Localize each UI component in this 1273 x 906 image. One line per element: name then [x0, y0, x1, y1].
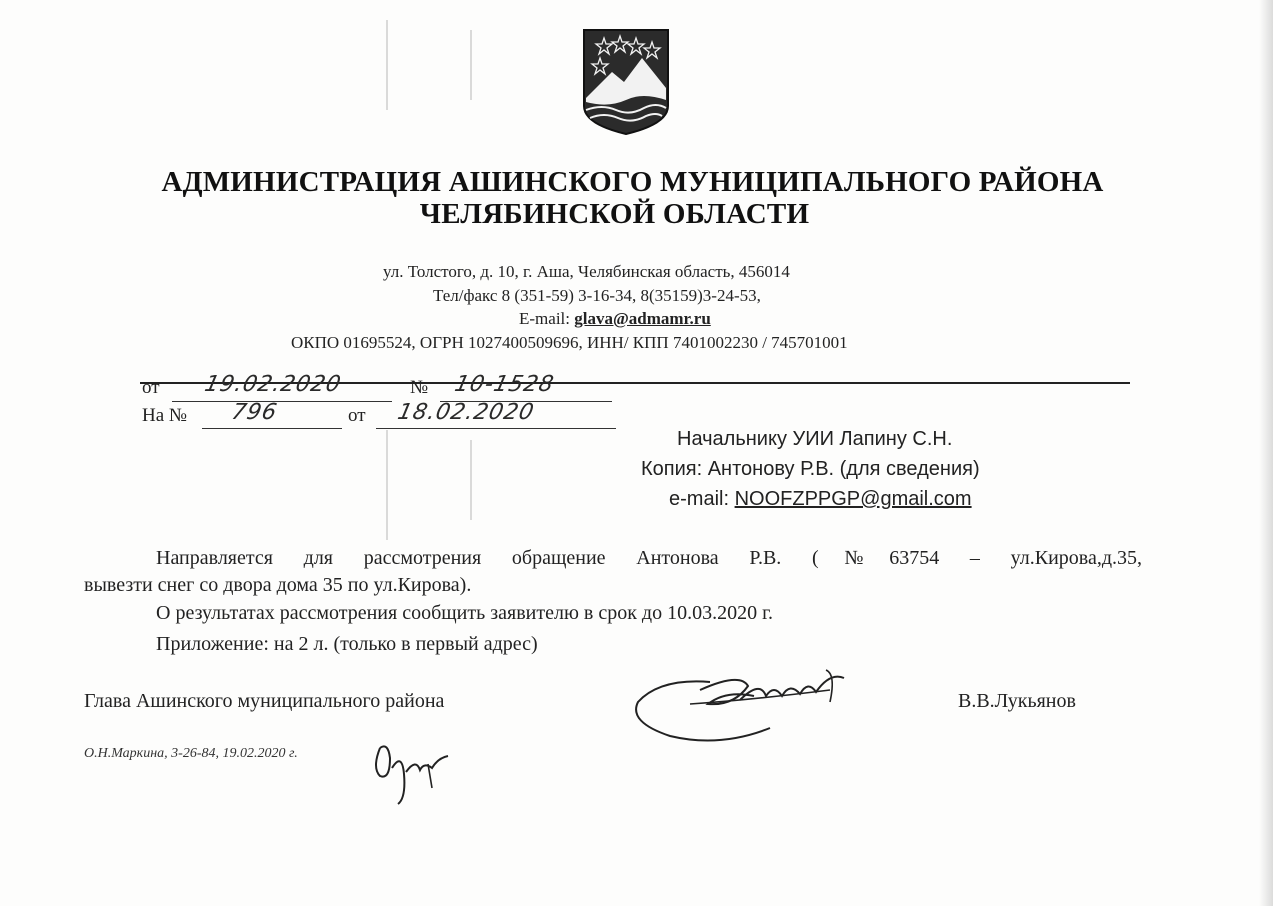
body-paragraph-1-continued: вывезти снег со двора дома 35 по ул.Кирова).	[84, 574, 472, 596]
signatory-position: Глава Ашинского муниципального района	[84, 690, 445, 712]
scan-edge-shadow	[1259, 0, 1273, 906]
coat-of-arms-emblem	[582, 28, 670, 136]
postal-address: ул. Толстого, д. 10, г. Аша, Челябинская область, 456014	[383, 262, 790, 281]
organization-email	[519, 309, 711, 329]
phone-fax: Тел/факс 8 (351-59) 3-16-34, 8(35159)3-24-53,	[433, 286, 761, 305]
organization-region: ЧЕЛЯБИНСКОЙ ОБЛАСТИ	[419, 198, 810, 230]
reply-date-blank-line	[376, 427, 616, 429]
scan-streak	[470, 440, 472, 520]
addressee-email-link[interactable]: NOOFZPPGP@gmail.com	[734, 488, 972, 510]
email-label: E-mail:	[519, 309, 575, 328]
signatory-name: В.В.Лукьянов	[958, 690, 1076, 712]
outgoing-date: 19.02.2020	[202, 372, 344, 397]
organization-title: АДМИНИСТРАЦИЯ АШИНСКОГО МУНИЦИПАЛЬНОГО РАЙОНА	[161, 166, 1104, 198]
scan-streak	[386, 20, 388, 110]
addressee-primary: Начальнику УИИ Лапину С.Н.	[677, 428, 953, 450]
scan-streak	[470, 30, 472, 100]
attachment-note: Приложение: на 2 л. (только в первый адрес)	[156, 633, 538, 655]
addressee-email	[669, 488, 972, 511]
registration-codes: ОКПО 01695524, ОГРН 1027400509696, ИНН/ КПП 7401002230 / 745701001	[291, 333, 848, 352]
number-label: №	[410, 377, 429, 398]
handwritten-signature	[630, 660, 870, 750]
scan-streak	[386, 430, 388, 540]
addressee-copy: Копия: Антонову Р.В. (для сведения)	[641, 458, 980, 480]
outgoing-number: 10-1528	[452, 372, 557, 397]
reply-date: 18.02.2020	[395, 400, 537, 425]
date-label: от	[142, 377, 160, 398]
date-blank-line	[172, 400, 392, 402]
body-paragraph-1: Направляется для рассмотрения обращение Антонова Р.В. (№63754 – ул.Кирова,д.35,	[156, 547, 1142, 569]
reply-date-label: от	[348, 405, 366, 426]
reply-number-label: На №	[142, 405, 188, 426]
reply-number: 796	[229, 400, 280, 425]
executor-info: О.Н.Маркина, 3-26-84, 19.02.2020 г.	[84, 746, 298, 761]
email-link[interactable]: glava@admamr.ru	[574, 309, 711, 328]
executor-initials-mark	[368, 728, 458, 808]
body-paragraph-2: О результатах рассмотрения сообщить заявителю в срок до 10.03.2020 г.	[156, 602, 774, 624]
addressee-email-label: e-mail:	[669, 488, 735, 510]
reply-number-blank-line	[202, 427, 342, 429]
